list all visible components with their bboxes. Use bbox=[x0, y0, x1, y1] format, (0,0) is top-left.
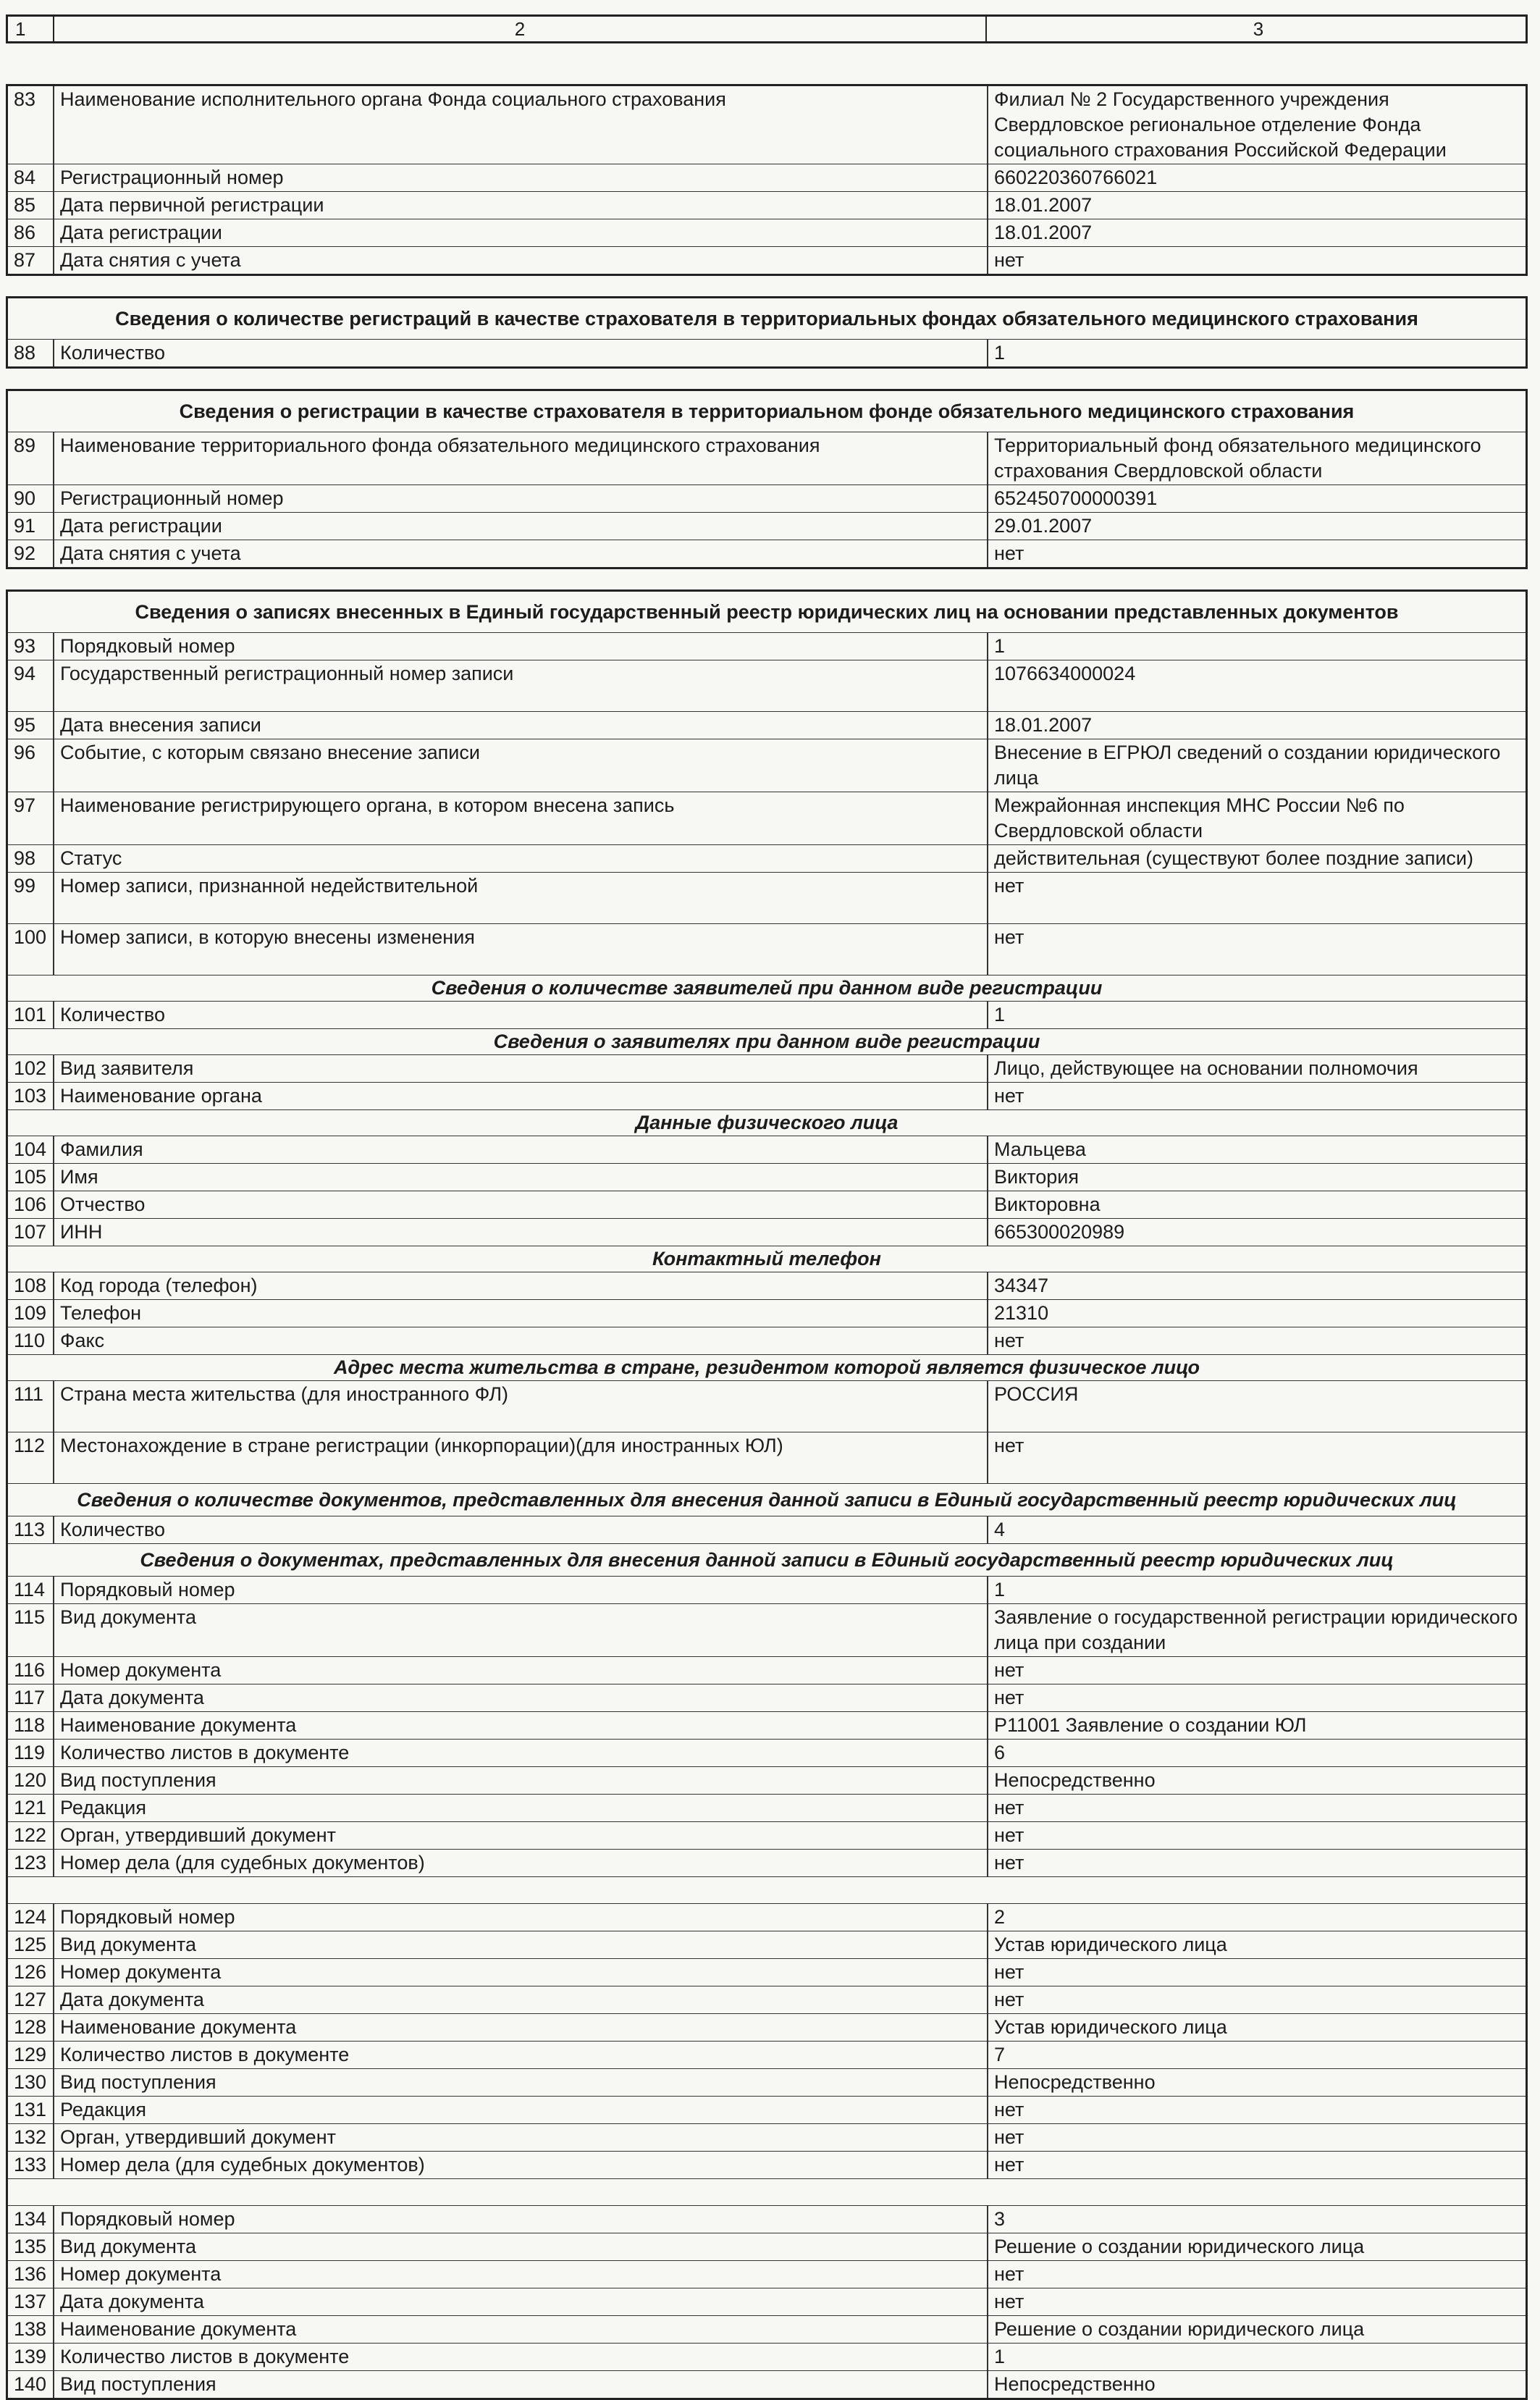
row-number: 123 bbox=[14, 1852, 47, 1874]
spacer-row bbox=[8, 2178, 1526, 2205]
row-number: 129 bbox=[14, 2044, 47, 2065]
field-value: нет bbox=[987, 1657, 1530, 1684]
row-number: 93 bbox=[14, 635, 36, 657]
table-row bbox=[8, 2068, 1526, 2096]
field-value: Межрайонная инспекция МНС России №6 по Свердловской области bbox=[987, 792, 1530, 844]
field-value: нет bbox=[987, 1850, 1530, 1876]
row-number: 107 bbox=[14, 1221, 47, 1243]
row-number: 132 bbox=[14, 2126, 47, 2148]
table-row bbox=[8, 219, 1526, 246]
field-value: Лицо, действующее на основании полномочия bbox=[987, 1055, 1530, 1082]
field-label: Вид заявителя bbox=[53, 1055, 987, 1082]
field-value: 29.01.2007 bbox=[987, 513, 1530, 540]
table-row bbox=[8, 1299, 1526, 1327]
field-value: 1076634000024 bbox=[987, 660, 1530, 711]
field-label: Наименование исполнительного органа Фонда социального страхования bbox=[53, 86, 987, 164]
row-number: 106 bbox=[14, 1193, 47, 1215]
field-value: нет bbox=[987, 2097, 1530, 2123]
field-value: 7 bbox=[987, 2042, 1530, 2068]
table-row bbox=[8, 2315, 1526, 2343]
table-row bbox=[8, 2288, 1526, 2315]
field-label: Редакция bbox=[53, 2097, 987, 2123]
table-row bbox=[8, 86, 1526, 164]
field-label: Вид поступления bbox=[53, 2371, 987, 2398]
field-label: Вид документа bbox=[53, 1931, 987, 1958]
row-number: 130 bbox=[14, 2071, 47, 2093]
subsection-title: Сведения о количестве заявителей при данном виде регистрации bbox=[8, 975, 1526, 1001]
row-number: 127 bbox=[14, 1989, 47, 2010]
table-row bbox=[8, 739, 1526, 792]
row-number: 117 bbox=[14, 1687, 46, 1708]
field-value: Непосредственно bbox=[987, 1767, 1530, 1794]
field-value: нет bbox=[987, 2261, 1530, 2288]
field-value: 1 bbox=[987, 633, 1530, 660]
table-row bbox=[8, 2123, 1526, 2151]
field-value: 6 bbox=[987, 1740, 1530, 1766]
field-label: Дата снятия с учета bbox=[53, 540, 987, 567]
table-row bbox=[8, 2096, 1526, 2123]
field-label: Статус bbox=[53, 845, 987, 872]
row-number: 113 bbox=[14, 1519, 46, 1540]
field-label: Вид поступления bbox=[53, 2069, 987, 2096]
row-number: 108 bbox=[14, 1275, 47, 1296]
row-number: 88 bbox=[14, 342, 36, 364]
field-value: 18.01.2007 bbox=[987, 219, 1530, 246]
row-number: 110 bbox=[14, 1330, 46, 1351]
table-row bbox=[8, 1272, 1526, 1299]
table-row bbox=[8, 1191, 1526, 1218]
subsection-title: Адрес места жительства в стране, резидентом которой является физическое лицо bbox=[8, 1354, 1526, 1380]
row-number: 114 bbox=[14, 1579, 46, 1600]
row-number: 85 bbox=[14, 194, 36, 216]
row-number: 116 bbox=[14, 1659, 46, 1681]
row-number: 140 bbox=[14, 2373, 47, 2395]
field-value: нет bbox=[987, 2124, 1530, 2151]
row-number: 138 bbox=[14, 2318, 47, 2340]
row-number: 119 bbox=[14, 1742, 46, 1763]
section-table bbox=[6, 589, 1528, 2400]
field-label: Страна места жительства (для иностранного ФЛ) bbox=[53, 1381, 987, 1432]
field-label: Порядковый номер bbox=[53, 633, 987, 660]
table-row bbox=[8, 1136, 1526, 1163]
field-label: Наименование регистрирующего органа, в котором внесена запись bbox=[53, 792, 987, 844]
row-number: 86 bbox=[14, 222, 36, 243]
field-label: Наименование документа bbox=[53, 2316, 987, 2343]
table-row bbox=[8, 1821, 1526, 1849]
field-value: Непосредственно bbox=[987, 2069, 1530, 2096]
table-row bbox=[8, 2260, 1526, 2288]
field-value: нет bbox=[987, 247, 1530, 274]
field-label: Наименование органа bbox=[53, 1083, 987, 1109]
field-value: Викторовна bbox=[987, 1191, 1530, 1218]
row-number: 96 bbox=[14, 742, 36, 763]
row-number: 131 bbox=[14, 2099, 47, 2120]
table-row bbox=[8, 1766, 1526, 1794]
field-label: Орган, утвердивший документ bbox=[53, 2124, 987, 2151]
table-row bbox=[8, 1849, 1526, 1876]
field-value: 18.01.2007 bbox=[987, 712, 1530, 739]
field-value: нет bbox=[987, 1795, 1530, 1821]
field-value: нет bbox=[987, 540, 1530, 567]
table-row bbox=[8, 1054, 1526, 1082]
field-value: нет bbox=[987, 1986, 1530, 2013]
field-value: нет bbox=[987, 2288, 1530, 2315]
egrul-extract-document bbox=[6, 14, 1528, 2400]
field-value: Внесение в ЕГРЮЛ сведений о создании юридического лица bbox=[987, 739, 1530, 792]
field-value: 21310 bbox=[987, 1300, 1530, 1327]
row-number: 105 bbox=[14, 1166, 47, 1188]
field-value: 1 bbox=[987, 1577, 1530, 1603]
row-number: 100 bbox=[14, 926, 47, 948]
field-label: Наименование документа bbox=[53, 2014, 987, 2041]
field-value: действительная (существуют более поздние записи) bbox=[987, 845, 1530, 872]
table-row bbox=[8, 2370, 1526, 2398]
table-row bbox=[8, 1001, 1526, 1028]
section-table bbox=[6, 389, 1528, 569]
row-number: 99 bbox=[14, 875, 36, 897]
field-value: Непосредственно bbox=[987, 2371, 1530, 2398]
field-value: нет bbox=[987, 1083, 1530, 1109]
field-value: Филиал № 2 Государственного учреждения Свердловское региональное отделение Фонда социального страхования Российской Федерации bbox=[987, 86, 1530, 164]
column-header-2: 2 bbox=[53, 17, 985, 41]
row-number: 125 bbox=[14, 1934, 47, 1955]
row-number: 98 bbox=[14, 847, 36, 869]
field-label: Номер записи, признанной недействительной bbox=[53, 873, 987, 923]
table-row bbox=[8, 1082, 1526, 1109]
field-label: Количество bbox=[53, 1002, 987, 1028]
field-label: Дата первичной регистрации bbox=[53, 192, 987, 219]
row-number: 135 bbox=[14, 2236, 47, 2257]
table-row bbox=[8, 1163, 1526, 1191]
table-row bbox=[8, 792, 1526, 844]
field-value: Решение о создании юридического лица bbox=[987, 2233, 1530, 2260]
field-label: Номер документа bbox=[53, 2261, 987, 2288]
field-value: 665300020989 bbox=[987, 1219, 1530, 1246]
field-label: Порядковый номер bbox=[53, 1577, 987, 1603]
row-number: 122 bbox=[14, 1824, 47, 1846]
table-row bbox=[8, 844, 1526, 872]
table-row bbox=[8, 2013, 1526, 2041]
subsection-title: Данные физического лица bbox=[8, 1109, 1526, 1136]
table-row bbox=[8, 339, 1526, 366]
field-value: Заявление о государственной регистрации юридического лица при создании bbox=[987, 1604, 1530, 1656]
field-value: нет bbox=[987, 1327, 1530, 1354]
table-row bbox=[8, 1794, 1526, 1821]
row-number: 87 bbox=[14, 249, 36, 271]
field-label: Номер документа bbox=[53, 1657, 987, 1684]
field-label: ИНН bbox=[53, 1219, 987, 1246]
row-number: 124 bbox=[14, 1906, 47, 1928]
row-number: 120 bbox=[14, 1769, 47, 1791]
column-header-row bbox=[6, 14, 1528, 43]
row-number: 91 bbox=[14, 515, 36, 537]
row-number: 111 bbox=[14, 1383, 44, 1405]
field-label: Порядковый номер bbox=[53, 1904, 987, 1931]
field-value: 1 bbox=[987, 2344, 1530, 2370]
row-number: 126 bbox=[14, 1961, 47, 1983]
row-number: 139 bbox=[14, 2346, 47, 2367]
row-number: 115 bbox=[14, 1606, 46, 1628]
table-row bbox=[8, 660, 1526, 711]
table-row bbox=[8, 1958, 1526, 1986]
table-row bbox=[8, 191, 1526, 219]
table-row bbox=[8, 1327, 1526, 1354]
field-label: Номер дела (для судебных документов) bbox=[53, 1850, 987, 1876]
row-number: 118 bbox=[14, 1714, 46, 1736]
field-value: 1 bbox=[987, 1002, 1530, 1028]
field-label: Государственный регистрационный номер записи bbox=[53, 660, 987, 711]
field-label: Регистрационный номер bbox=[53, 485, 987, 512]
field-label: Вид документа bbox=[53, 1604, 987, 1656]
row-number: 104 bbox=[14, 1138, 47, 1160]
table-row bbox=[8, 2205, 1526, 2233]
field-value: 1 bbox=[987, 340, 1530, 366]
table-row bbox=[8, 1986, 1526, 2013]
field-value: РОССИЯ bbox=[987, 1381, 1530, 1432]
field-label: Количество листов в документе bbox=[53, 1740, 987, 1766]
row-number: 134 bbox=[14, 2208, 47, 2230]
table-row bbox=[8, 923, 1526, 975]
field-label: Вид поступления bbox=[53, 1767, 987, 1794]
field-value: нет bbox=[987, 873, 1530, 923]
section-table bbox=[6, 84, 1528, 276]
field-value: 660220360766021 bbox=[987, 164, 1530, 191]
table-row bbox=[8, 2041, 1526, 2068]
table-row bbox=[8, 1218, 1526, 1246]
field-label: Телефон bbox=[53, 1300, 987, 1327]
row-number: 136 bbox=[14, 2263, 47, 2285]
field-value: 2 bbox=[987, 1904, 1530, 1931]
spacer-row bbox=[8, 1876, 1526, 1903]
field-label: Номер дела (для судебных документов) bbox=[53, 2152, 987, 2178]
table-row bbox=[8, 1739, 1526, 1766]
section-table bbox=[6, 296, 1528, 369]
field-value: 4 bbox=[987, 1516, 1530, 1543]
field-label: Орган, утвердивший документ bbox=[53, 1822, 987, 1849]
field-value: 18.01.2007 bbox=[987, 192, 1530, 219]
table-row bbox=[8, 512, 1526, 540]
table-row bbox=[8, 1684, 1526, 1711]
field-value: Мальцева bbox=[987, 1136, 1530, 1163]
table-row bbox=[8, 1576, 1526, 1603]
field-label: Количество bbox=[53, 1516, 987, 1543]
field-value: нет bbox=[987, 1432, 1530, 1483]
row-number: 102 bbox=[14, 1057, 47, 1079]
table-row bbox=[8, 632, 1526, 660]
field-value: нет bbox=[987, 2152, 1530, 2178]
field-label: Регистрационный номер bbox=[53, 164, 987, 191]
row-number: 90 bbox=[14, 487, 36, 509]
table-row bbox=[8, 1516, 1526, 1543]
table-row bbox=[8, 540, 1526, 567]
row-number: 89 bbox=[14, 435, 36, 456]
field-label: Факс bbox=[53, 1327, 987, 1354]
field-label: Порядковый номер bbox=[53, 2206, 987, 2233]
table-row bbox=[8, 2343, 1526, 2370]
field-label: Дата документа bbox=[53, 2288, 987, 2315]
table-row bbox=[8, 432, 1526, 484]
field-value: нет bbox=[987, 1684, 1530, 1711]
field-value: Решение о создании юридического лица bbox=[987, 2316, 1530, 2343]
field-label: Дата регистрации bbox=[53, 219, 987, 246]
field-value: Виктория bbox=[987, 1164, 1530, 1191]
table-row bbox=[8, 1931, 1526, 1958]
field-label: Код города (телефон) bbox=[53, 1272, 987, 1299]
row-number: 83 bbox=[14, 88, 36, 110]
field-value: 3 bbox=[987, 2206, 1530, 2233]
field-label: Количество листов в документе bbox=[53, 2344, 987, 2370]
field-label: Редакция bbox=[53, 1795, 987, 1821]
table-row bbox=[8, 164, 1526, 191]
table-row bbox=[8, 872, 1526, 923]
field-label: Фамилия bbox=[53, 1136, 987, 1163]
field-label: Наименование территориального фонда обязательного медицинского страхования bbox=[53, 432, 987, 484]
subsection-title: Сведения о документах, представленных для внесения данной записи в Единый государственный реестр юридических лиц bbox=[8, 1543, 1526, 1576]
subsection-title: Сведения о заявителях при данном виде регистрации bbox=[8, 1028, 1526, 1054]
table-row bbox=[8, 1603, 1526, 1656]
section-title: Сведения о количестве регистраций в качестве страхователя в территориальных фондах обязательного медицинского страхования bbox=[115, 308, 1418, 330]
field-value: Устав юридического лица bbox=[987, 2014, 1530, 2041]
column-header-3: 3 bbox=[985, 17, 1530, 41]
field-label: Дата документа bbox=[53, 1684, 987, 1711]
field-label: Количество листов в документе bbox=[53, 2042, 987, 2068]
table-row bbox=[8, 1903, 1526, 1931]
field-label: Событие, с которым связано внесение записи bbox=[53, 739, 987, 792]
subsection-title: Контактный телефон bbox=[8, 1246, 1526, 1272]
section-title: Сведения о регистрации в качестве страхователя в территориальном фонде обязательного медицинского страхования bbox=[179, 400, 1355, 422]
field-label: Местонахождение в стране регистрации (инкорпорации)(для иностранных ЮЛ) bbox=[53, 1432, 987, 1483]
field-value: нет bbox=[987, 1822, 1530, 1849]
field-label: Количество bbox=[53, 340, 987, 366]
field-value: 652450700000391 bbox=[987, 485, 1530, 512]
field-value: нет bbox=[987, 924, 1530, 975]
field-label: Дата внесения записи bbox=[53, 712, 987, 739]
field-label: Номер записи, в которую внесены изменения bbox=[53, 924, 987, 975]
subsection-title: Сведения о количестве документов, представленных для внесения данной записи в Единый государственный реестр юридических лиц bbox=[8, 1483, 1526, 1516]
field-label: Номер документа bbox=[53, 1959, 987, 1986]
field-label: Отчество bbox=[53, 1191, 987, 1218]
field-value: Территориальный фонд обязательного медицинского страхования Свердловской области bbox=[987, 432, 1530, 484]
field-label: Дата снятия с учета bbox=[53, 247, 987, 274]
column-header-1: 1 bbox=[15, 17, 26, 40]
row-number: 84 bbox=[14, 167, 36, 188]
table-row bbox=[8, 711, 1526, 739]
table-row bbox=[8, 246, 1526, 274]
row-number: 92 bbox=[14, 542, 36, 564]
table-row bbox=[8, 484, 1526, 512]
row-number: 95 bbox=[14, 714, 36, 736]
table-row bbox=[8, 1656, 1526, 1684]
row-number: 137 bbox=[14, 2291, 47, 2312]
table-row bbox=[8, 2233, 1526, 2260]
field-label: Вид документа bbox=[53, 2233, 987, 2260]
row-number: 103 bbox=[14, 1085, 47, 1107]
row-number: 94 bbox=[14, 663, 36, 684]
row-number: 101 bbox=[14, 1004, 47, 1025]
field-value: Р11001 Заявление о создании ЮЛ bbox=[987, 1712, 1530, 1739]
row-number: 128 bbox=[14, 2016, 47, 2038]
field-label: Дата документа bbox=[53, 1986, 987, 2013]
section-title: Сведения о записях внесенных в Единый государственный реестр юридических лиц на основании представленных документов bbox=[135, 601, 1399, 623]
field-value: нет bbox=[987, 1959, 1530, 1986]
table-row bbox=[8, 1380, 1526, 1432]
row-number: 133 bbox=[14, 2154, 47, 2175]
field-value: Устав юридического лица bbox=[987, 1931, 1530, 1958]
row-number: 109 bbox=[14, 1302, 47, 1324]
table-row bbox=[8, 2151, 1526, 2178]
field-label: Имя bbox=[53, 1164, 987, 1191]
field-label: Дата регистрации bbox=[53, 513, 987, 540]
row-number: 97 bbox=[14, 794, 36, 816]
table-row bbox=[8, 1432, 1526, 1483]
field-label: Наименование документа bbox=[53, 1712, 987, 1739]
row-number: 112 bbox=[14, 1435, 46, 1456]
field-value: 34347 bbox=[987, 1272, 1530, 1299]
table-row bbox=[8, 1711, 1526, 1739]
row-number: 121 bbox=[14, 1797, 47, 1818]
